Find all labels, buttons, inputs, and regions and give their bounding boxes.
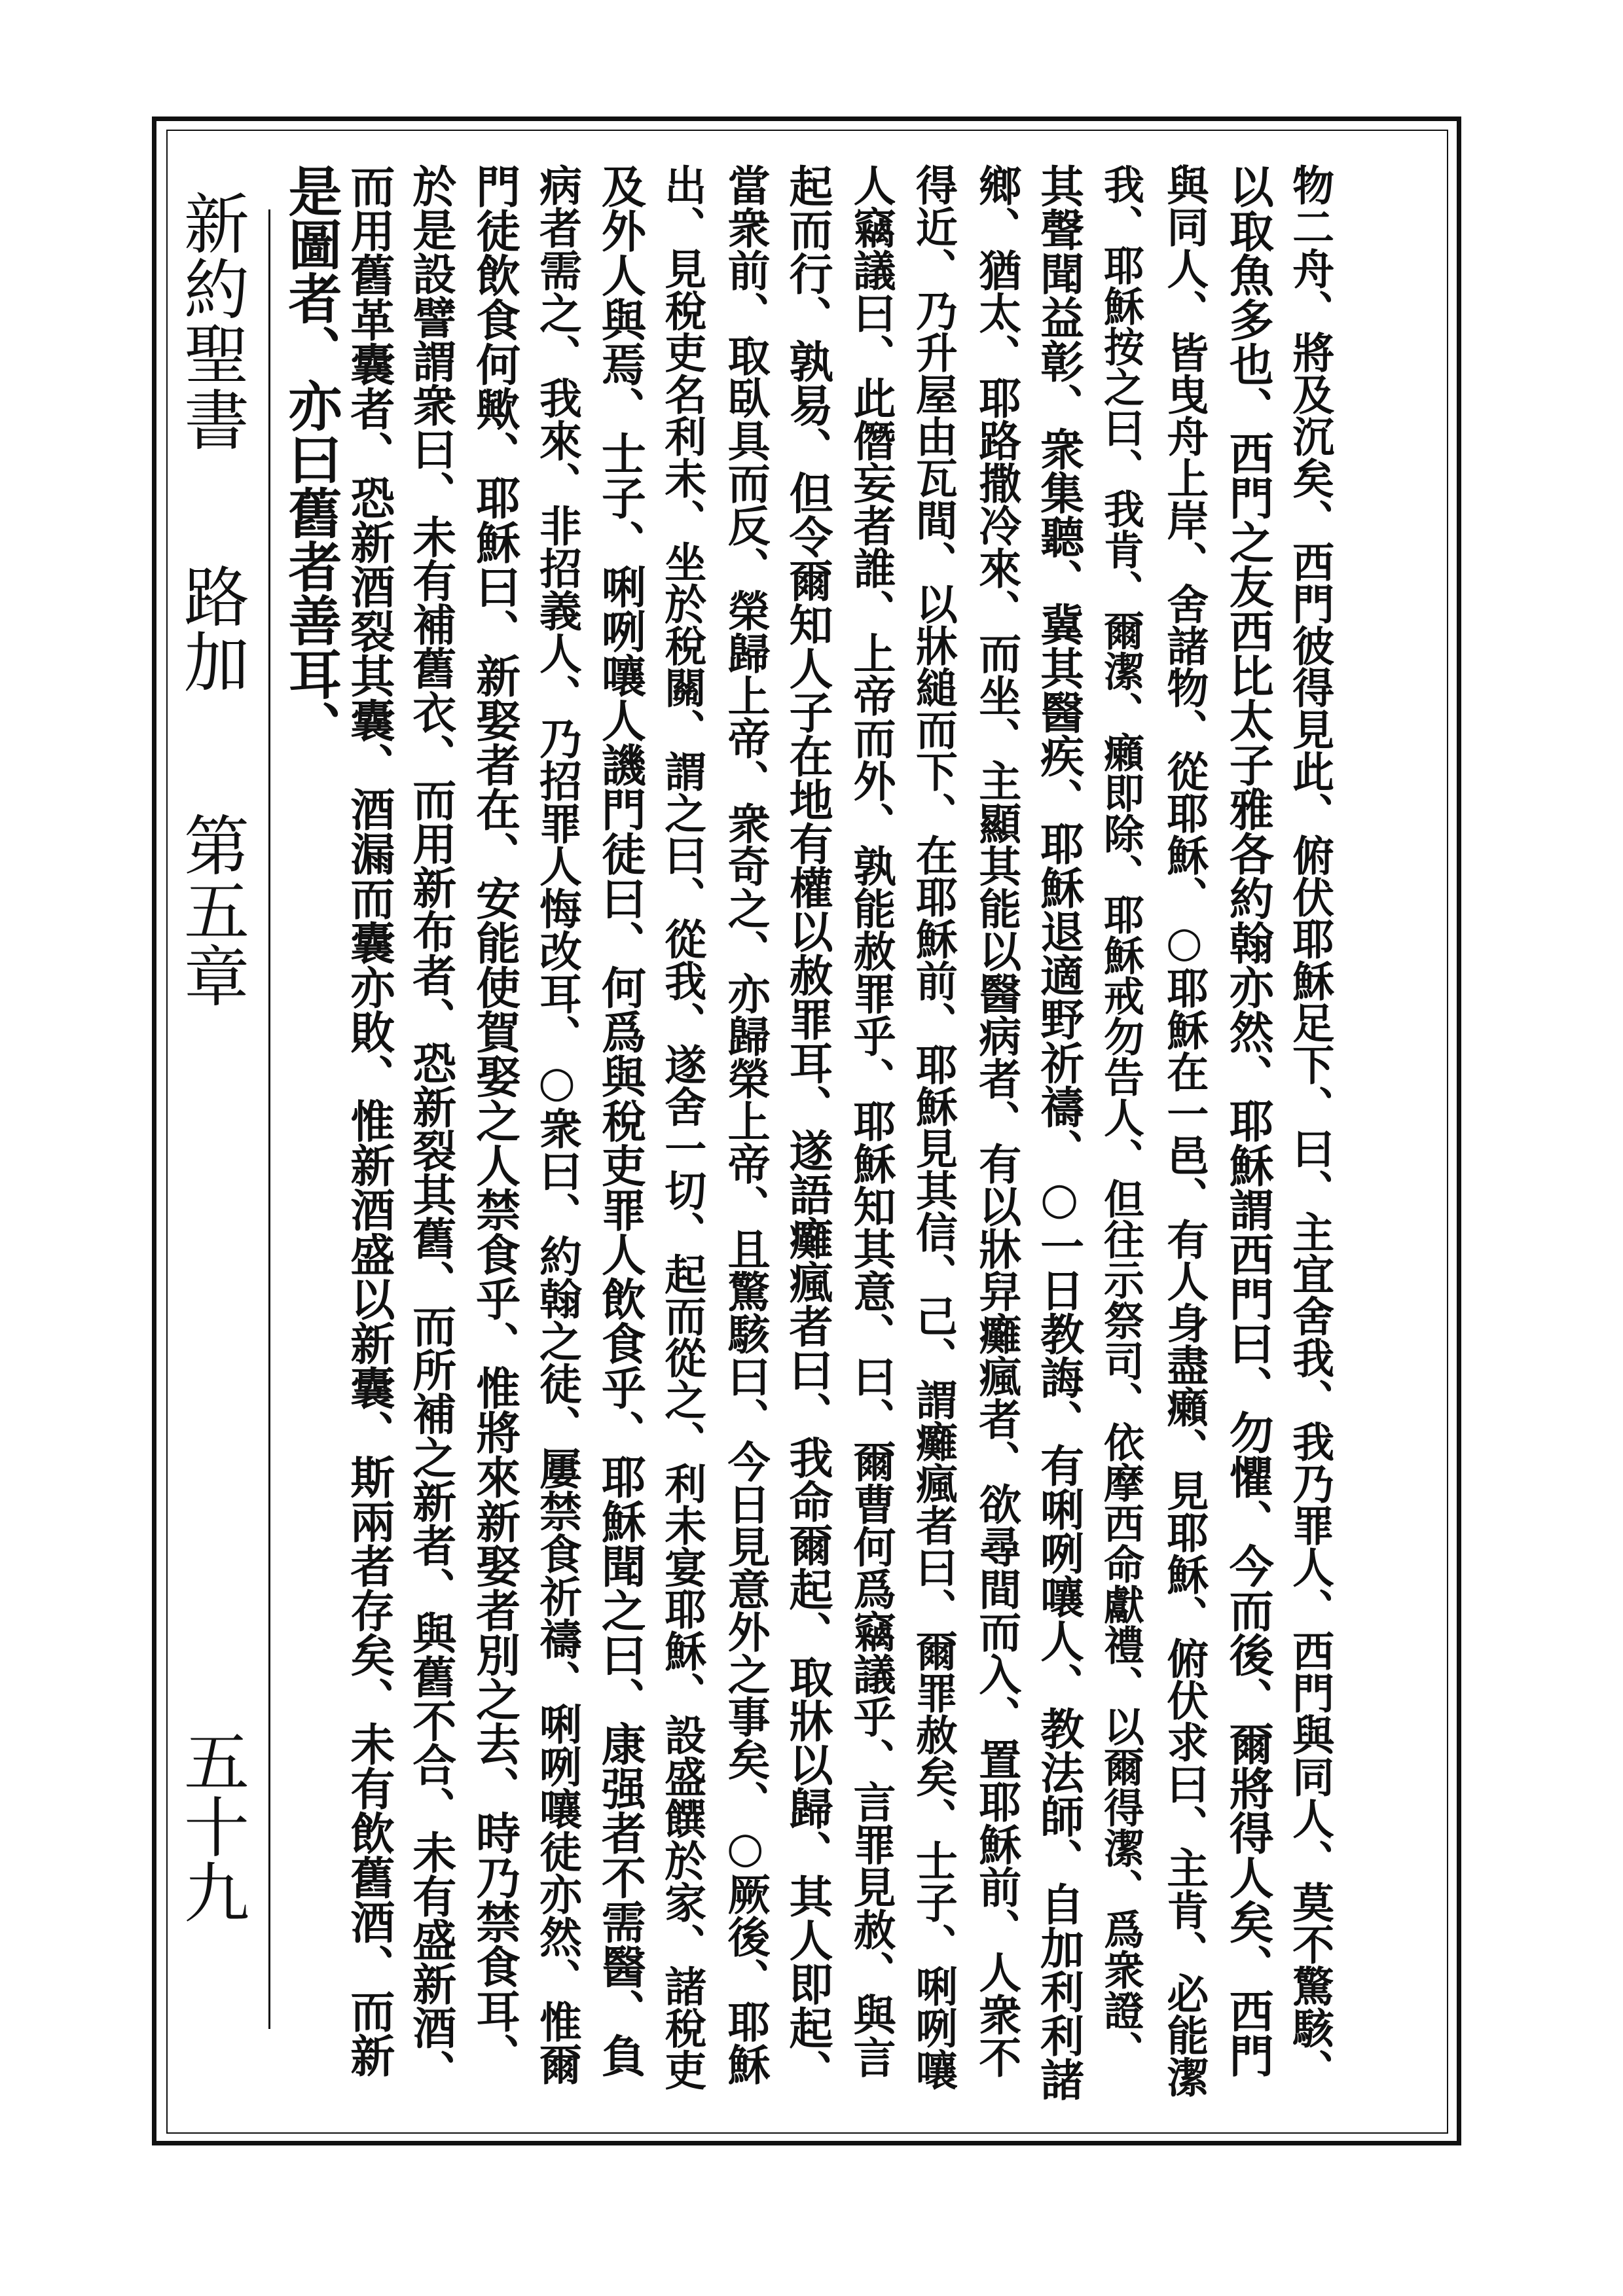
text-column: 當衆前、取臥具而反、榮歸上帝、衆奇之、亦歸榮上帝、且驚駭曰、今日見意外之事矣、○厥後、耶穌: [720, 164, 771, 2085]
text-column: 鄉、猶太、耶路撒冷來、而坐、主顯其能以醫病者、有以牀舁癱瘋者、欲尋間而入、置耶穌前、人衆不: [971, 164, 1021, 2078]
section-title: 路加: [173, 563, 249, 694]
text-column: 而用舊革囊者、恐新酒裂其囊、酒漏而囊亦敗、惟新酒盛以新囊、斯兩者存矣、未有飲舊酒、而新: [342, 164, 395, 2077]
text-column-spare: 是圖者、亦曰舊者善耳、: [280, 164, 342, 754]
book-title: 新約聖書: [173, 190, 249, 452]
chapter-title: 第五章: [173, 812, 249, 1008]
text-column: 物二舟、將及沉矣、西門彼得見此、俯伏耶穌足下、曰、主宜舍我、我乃罪人、西門與同人、莫不驚駭、: [1285, 164, 1335, 2090]
text-column: 門徒飲食何歟、耶穌曰、新娶者在、安能使賀娶之人禁食乎、惟將來新娶者別之去、時乃禁食耳、: [468, 164, 521, 2077]
text-column: 得近、乃升屋由瓦間、以牀縋而下、在耶穌前、耶穌見其信、己、謂癱瘋者曰、爾罪赦矣、士子、唎咧嚷: [908, 164, 958, 2090]
text-column: 與同人、皆曳舟上岸、舍諸物、從耶穌、○耶穌在一邑、有人身盡癩、見耶穌、俯伏求曰、主肯、必能潔: [1159, 164, 1209, 2098]
text-column: 於是設譬謂衆曰、未有補舊衣、而用新布者、恐新裂其舊、而所補之新者、與舊不合、未有盛新酒、: [405, 164, 458, 2093]
text-column: 人竊議曰、此僭妄者誰、上帝而外、孰能赦罪乎、耶穌知其意、曰、爾曹何爲竊議乎、言罪見赦、與言: [845, 164, 896, 2078]
text-column: 病者需之、我來、非招義人、乃招罪人悔改耳、○衆曰、約翰之徒、屢禁食祈禱、唎咧嚷徒亦然、惟爾: [532, 164, 582, 2085]
text-column: 我、耶穌按之曰、我肯、爾潔、癩即除、耶穌戒勿告人、但往示祭司、依摩西命獻禮、以爾得潔、爲衆證、: [1097, 164, 1145, 2071]
text-column: 及外人與焉、士子、唎咧嚷人譏門徒曰、何爲與稅吏罪人飲食乎、耶穌聞之曰、康强者不需醫、負: [594, 164, 647, 2077]
text-column: 以取魚多也、西門之友西比太子雅各約翰亦然、耶穌謂西門曰、勿懼、今而後、爾將得人矣、西門: [1222, 164, 1275, 2077]
text-column: 其聲聞益彰、衆集聽、冀其醫疾、耶穌退適野祈禱、○一日教誨、有唎咧嚷人、教法師、自加利利諸: [1033, 164, 1085, 2101]
text-column: 起而行、孰易、但令爾知人子在地有權以赦罪耳、遂語癱瘋者曰、我命爾起、取牀以歸、其人即起、: [782, 164, 835, 2093]
page-number: 五十九: [173, 1728, 249, 1924]
header-divider: [268, 209, 270, 2029]
text-column: 出、見稅吏名利未、坐於稅關、謂之曰、從我、遂舍一切、起而從之、利未宴耶穌、設盛饌於家、諸稅吏: [657, 164, 707, 2090]
